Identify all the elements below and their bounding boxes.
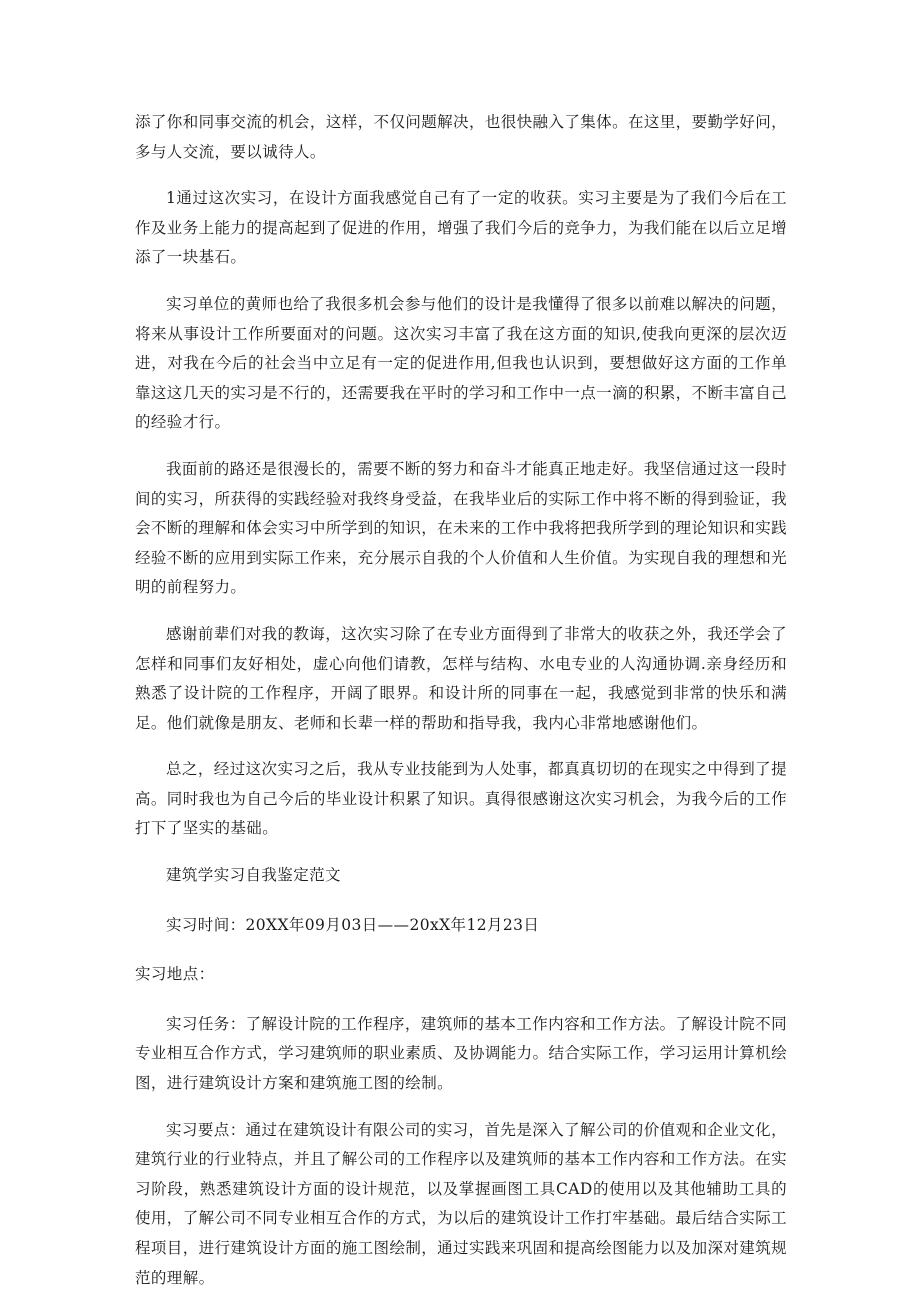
paragraph-long-road: 我面前的路还是很漫长的，需要不断的努力和奋斗才能真正地走好。我坚信通过这一段时间的实习，所获得的实践经验对我终身受益，在我毕业后的实际工作中将不断的得到验证，我会不断的理解和体会实习中所学到的知识，在未来的工作中我将把我所学到的理论知识和实践经验不断的应用到实际工作来，充分展示自我的个人价值和人生价值。为实现自我的理想和光明的前程努力。	[135, 459, 787, 597]
section-title: 建筑学实习自我鉴定范文	[166, 866, 341, 885]
paragraph-design-gains: 1通过这次实习，在设计方面我感觉自己有了一定的收获。实习主要是为了我们今后在工作及业务上能力的提高起到了促进的作用，增强了我们今后的竞争力，为我们能在以后立足增添了一块基石。	[135, 189, 787, 267]
paragraph-conclusion: 总之，经过这次实习之后，我从专业技能到为人处事，都真真切切的在现实之中得到了提高。同时我也为自己今后的毕业设计积累了知识。真得很感谢这次实习机会，为我今后的工作打下了坚实的基础。	[135, 760, 787, 838]
document-body	[135, 108, 787, 1310]
internship-tasks: 实习任务：了解设计院的工作程序，建筑师的基本工作内容和工作方法。了解设计院不同专业相互合作方式，学习建筑师的职业素质、及协调能力。结合实际工作，学习运用计算机绘图，进行建筑设计方案和建筑施工图的绘制。	[135, 1014, 787, 1093]
internship-location: 实习地点：	[135, 965, 215, 984]
paragraph-gratitude: 感谢前辈们对我的教诲，这次实习除了在专业方面得到了非常大的收获之外，我还学会了怎样和同事们友好相处，虚心向他们请教，怎样与结构、水电专业的人沟通协调.亲身经历和熟悉了设计院的工作程序，开阔了眼界。和设计所的同事在一起，我感觉到非常的快乐和满足。他们就像是朋友、老师和长辈一样的帮助和指导我，我内心非常地感谢他们。	[135, 624, 787, 732]
internship-key-points: 实习要点：通过在建筑设计有限公司的实习，首先是深入了解公司的价值观和企业文化，建筑行业的行业特点，并且了解公司的工作程序以及建筑师的基本工作内容和工作方法。在实习阶段，熟悉建筑设计方面的设计规范，以及掌握画图工具CAD的使用以及其他辅助工具的使用，了解公司不同专业相互合作的方式，为以后的建筑设计工作打牢基础。最后结合实际工程项目，进行建筑设计方面的施工图绘制，通过实践来巩固和提高绘图能力以及加深对建筑规范的理解。	[135, 1120, 787, 1287]
paragraph-mentor-opportunities: 实习单位的黄师也给了我很多机会参与他们的设计是我懂得了很多以前难以解决的问题，将来从事设计工作所要面对的问题。这次实习丰富了我在这方面的知识,使我向更深的层次迈进，对我在今后的社会当中立足有一定的促进作用,但我也认识到，要想做好这方面的工作单靠这这几天的实习是不行的，还需要我在平时的学习和工作中一点一滴的积累，不断丰富自己的经验才行。	[135, 294, 787, 432]
internship-time: 实习时间：20XX年09月03日——20xX年12月23日	[166, 915, 540, 934]
paragraph-continuation: 添了你和同事交流的机会，这样，不仅问题解决，也很快融入了集体。在这里，要勤学好问，多与人交流，要以诚待人。	[135, 113, 787, 161]
